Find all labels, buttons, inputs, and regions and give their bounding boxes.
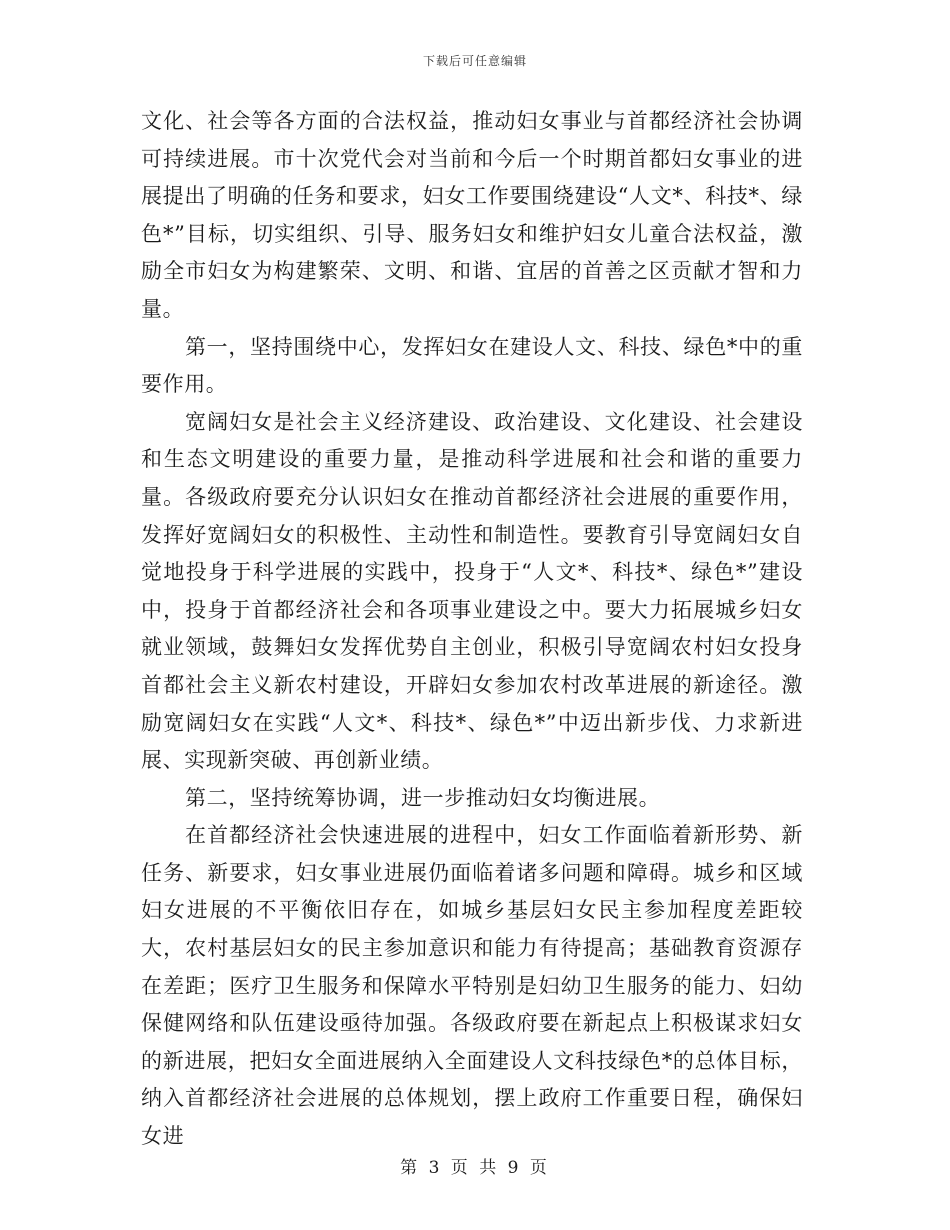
section-heading: 第二，坚持统筹协调，进一步推动妇女均衡进展。 [185, 785, 661, 810]
page-header: 下载后可任意编辑 [422, 54, 527, 68]
section-heading: 第一，坚持围绕中心，发挥妇女在建设人文、科技、绿色*中的重要作用。 [141, 334, 803, 397]
page-footer-page-number: 第 3 页 共 9 页 [400, 1158, 550, 1178]
document-body [141, 103, 803, 1156]
paragraph: 宽阔妇女是社会主义经济建设、政治建设、文化建设、社会建设和生态文明建设的重要力量，是推动科学进展和社会和谐的重要力量。各级政府要充分认识妇女在推动首都经济社会进展的重要作用，发挥好宽阔妇女的积极性、主动性和制造性。要教育引导宽阔妇女自觉地投身于科学进展的实践中，投身于“人文*、科技*、绿色*”建设中，投身于首都经济社会和各项事业建设之中。要大力拓展城乡妇女就业领域，鼓舞妇女发挥优势自主创业，积极引导宽阔农村妇女投身首都社会主义新农村建设，开辟妇女参加农村改革进展的新途径。激励宽阔妇女在实践“人文*、科技*、绿色*”中迈出新步伐、力求新进展、实现新突破、再创新业绩。 [141, 409, 803, 773]
paragraph: 文化、社会等各方面的合法权益，推动妇女事业与首都经济社会协调可持续进展。市十次党代会对当前和今后一个时期首都妇女事业的进展提出了明确的任务和要求，妇女工作要围绕建设“人文*、科技*、绿色*”目标，切实组织、引导、服务妇女和维护妇女儿童合法权益，激励全市妇女为构建繁荣、文明、和谐、宜居的首善之区贡献才智和力量。 [141, 109, 803, 321]
paragraph: 在首都经济社会快速进展的进程中，妇女工作面临着新形势、新任务、新要求，妇女事业进展仍面临着诸多问题和障碍。城乡和区域妇女进展的不平衡依旧存在，如城乡基层妇女民主参加程度差距较大，农村基层妇女的民主参加意识和能力有待提高；基础教育资源存在差距；医疗卫生服务和保障水平特别是妇幼卫生服务的能力、妇幼保健网络和队伍建设亟待加强。各级政府要在新起点上积极谋求妇女的新进展，把妇女全面进展纳入全面建设人文科技绿色*的总体目标，纳入首都经济社会进展的总体规划，摆上政府工作重要日程，确保妇女进 [141, 823, 803, 1149]
